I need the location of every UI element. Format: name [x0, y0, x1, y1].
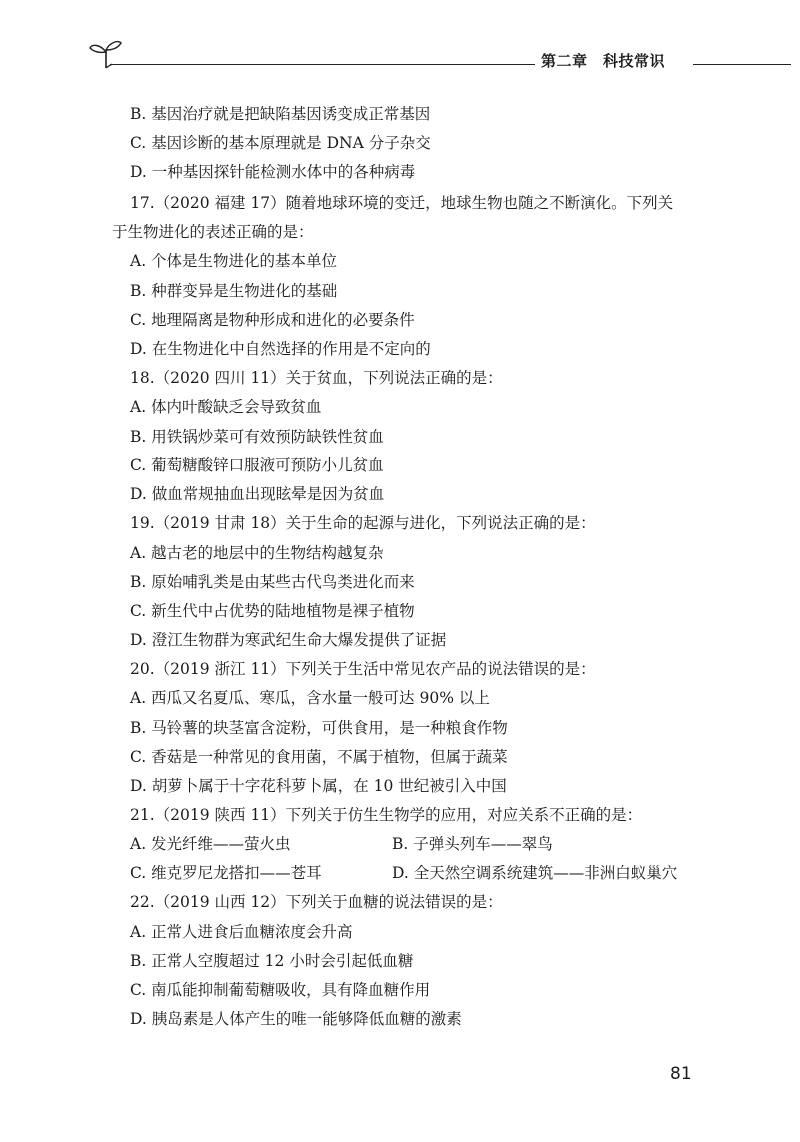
- question-17-line2: 于生物进化的表述正确的是：: [112, 223, 314, 241]
- question-22: 22.（2019 山西 12）下列关于血糖的说法错误的是：: [130, 893, 503, 911]
- option-19a: A. 越古老的地层中的生物结构越复杂: [130, 544, 384, 562]
- option-18d: D. 做血常规抽血出现眩晕是因为贫血: [130, 485, 385, 503]
- option-20b: B. 马铃薯的块茎富含淀粉，可供食用，是一种粮食作物: [130, 719, 508, 737]
- option-16b: B. 基因治疗就是把缺陷基因诱变成正常基因: [130, 105, 431, 123]
- header-rule-left: [110, 64, 535, 65]
- question-20: 20.（2019 浙江 11）下列关于生活中常见农产品的说法错误的是：: [130, 660, 596, 678]
- option-16d: D. 一种基因探针能检测水体中的各种病毒: [130, 163, 416, 181]
- sprout-icon: [86, 38, 126, 72]
- option-22b: B. 正常人空腹超过 12 小时会引起低血糖: [130, 952, 414, 970]
- option-17b: B. 种群变异是生物进化的基础: [130, 282, 338, 300]
- option-21b: B. 子弹头列车——翠鸟: [392, 835, 553, 853]
- option-22c: C. 南瓜能抑制葡萄糖吸收，具有降血糖作用: [130, 981, 431, 999]
- option-17c: C. 地理隔离是物种形成和进化的必要条件: [130, 311, 415, 329]
- option-21c: C. 维克罗尼龙搭扣——苍耳: [130, 864, 322, 882]
- option-17a: A. 个体是生物进化的基本单位: [130, 252, 338, 270]
- page-number: 81: [670, 1064, 692, 1084]
- option-17d: D. 在生物进化中自然选择的作用是不定向的: [130, 340, 431, 358]
- option-20c: C. 香菇是一种常见的食用菌，不属于植物，但属于蔬菜: [130, 748, 508, 766]
- option-18b: B. 用铁锅炒菜可有效预防缺铁性贫血: [130, 428, 384, 446]
- header-rule-right: [693, 64, 791, 65]
- question-18: 18.（2020 四川 11）关于贫血，下列说法正确的是：: [130, 369, 503, 387]
- option-22d: D. 胰岛素是人体产生的唯一能够降低血糖的激素: [130, 1010, 462, 1028]
- option-22a: A. 正常人进食后血糖浓度会升高: [130, 923, 353, 941]
- option-19d: D. 澄江生物群为寒武纪生命大爆发提供了证据: [130, 631, 447, 649]
- option-19c: C. 新生代中占优势的陆地植物是裸子植物: [130, 602, 415, 620]
- question-17-line1: 17.（2020 福建 17）随着地球环境的变迁，地球生物也随之不断演化。下列关: [130, 194, 674, 212]
- question-19: 19.（2019 甘肃 18）关于生命的起源与进化，下列说法正确的是：: [130, 514, 596, 532]
- question-21: 21.（2019 陕西 11）下列关于仿生生物学的应用，对应关系不正确的是：: [130, 806, 643, 824]
- option-20a: A. 西瓜又名夏瓜、寒瓜，含水量一般可达 90% 以上: [130, 689, 490, 707]
- option-20d: D. 胡萝卜属于十字花科萝卜属，在 10 世纪被引入中国: [130, 777, 507, 795]
- option-18a: A. 体内叶酸缺乏会导致贫血: [130, 398, 322, 416]
- option-19b: B. 原始哺乳类是由某些古代鸟类进化而来: [130, 573, 415, 591]
- option-21a: A. 发光纤维——萤火虫: [130, 835, 291, 853]
- option-18c: C. 葡萄糖酸锌口服液可预防小儿贫血: [130, 456, 384, 474]
- chapter-title: 第二章 科技常识: [541, 52, 666, 70]
- option-16c: C. 基因诊断的基本原理就是 DNA 分子杂交: [130, 134, 431, 152]
- page-header: [0, 0, 800, 80]
- option-21d: D. 全天然空调系统建筑——非洲白蚁巢穴: [392, 864, 678, 882]
